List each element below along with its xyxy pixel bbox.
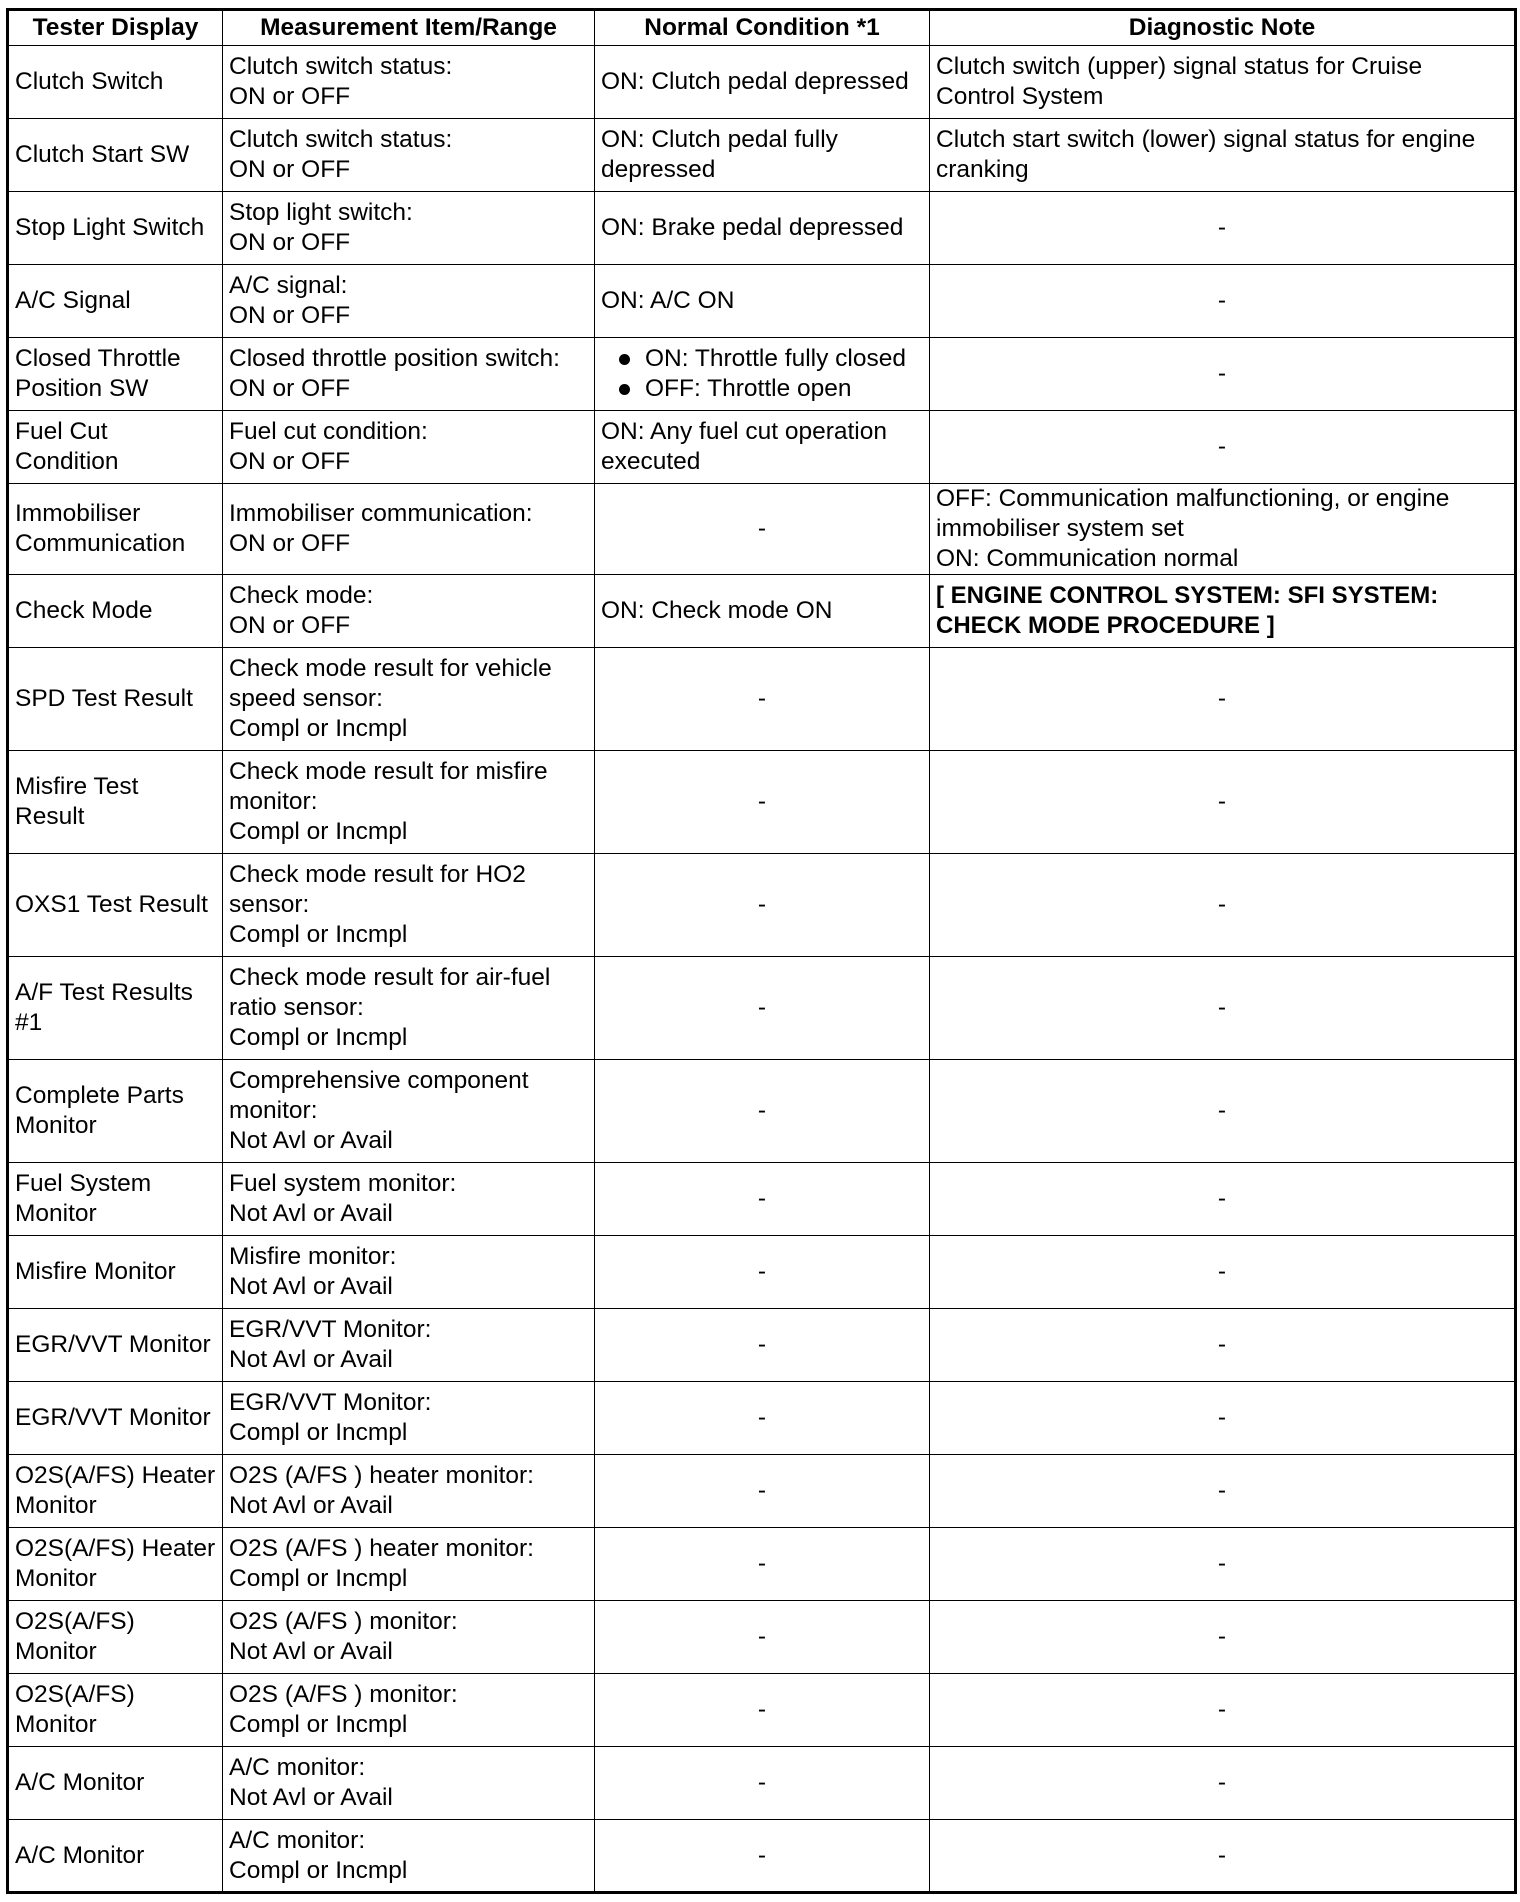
cell-measurement-item	[223, 1163, 595, 1236]
cell-line: Not Avl or Avail	[229, 1638, 393, 1665]
table-row	[8, 265, 1516, 338]
cell-tester-display	[8, 265, 223, 338]
cell-line: Clutch switch status:	[229, 126, 453, 153]
cell-measurement-item	[223, 1601, 595, 1674]
table-row	[8, 648, 1516, 751]
cell-line: Stop Light Switch	[15, 214, 205, 241]
cell-line: ratio sensor:	[229, 994, 364, 1021]
cell-line: -	[1217, 891, 1227, 918]
cell-line: Compl or Incmpl	[229, 1024, 408, 1051]
cell-line: Misfire Monitor	[15, 1258, 176, 1285]
cell-tester-display	[8, 575, 223, 648]
cell-line: immobiliser system set	[936, 515, 1184, 542]
cell-line: cranking	[936, 156, 1029, 183]
cell-line: O2S(A/FS) Heater	[15, 1535, 216, 1562]
cell-line: ON: Check mode ON	[601, 597, 833, 624]
cell-line: [ ENGINE CONTROL SYSTEM: SFI SYSTEM:	[936, 582, 1439, 609]
cell-line: executed	[601, 448, 701, 475]
header-normal-condition: Normal Condition *1	[595, 10, 930, 46]
cell-tester-display	[8, 854, 223, 957]
cell-line: ON or OFF	[229, 83, 351, 110]
cell-line: Immobiliser	[15, 500, 141, 527]
cell-line: ON: Communication normal	[936, 545, 1239, 572]
cell-line: ON or OFF	[229, 302, 351, 329]
cell-line: Not Avl or Avail	[229, 1492, 393, 1519]
cell-line: Compl or Incmpl	[229, 1711, 408, 1738]
cell-diagnostic-note	[930, 1601, 1516, 1674]
cell-line: A/F Test Results	[15, 979, 193, 1006]
cell-line: EGR/VVT Monitor:	[229, 1389, 432, 1416]
cell-line: A/C monitor:	[229, 1826, 366, 1854]
cell-line: Check Mode	[15, 597, 153, 624]
cell-line: O2S(A/FS) Heater	[15, 1462, 216, 1489]
cell-line: speed sensor:	[229, 685, 383, 712]
cell-normal-condition	[595, 192, 930, 265]
cell-diagnostic-note	[930, 1382, 1516, 1455]
cell-line: Check mode result for HO2	[229, 861, 526, 888]
cell-measurement-item	[223, 648, 595, 751]
table-row	[8, 854, 1516, 957]
cell-line: Monitor	[15, 1112, 97, 1139]
cell-line: -	[757, 891, 767, 918]
cell-normal-condition	[595, 957, 930, 1060]
table-row	[8, 1601, 1516, 1674]
cell-line: Closed throttle position switch:	[229, 345, 560, 372]
cell-line: ON: Throttle fully closed	[645, 345, 906, 372]
table-row	[8, 484, 1516, 575]
cell-line: -	[1217, 214, 1227, 241]
cell-line: Misfire Test	[15, 773, 139, 800]
cell-measurement-item	[223, 751, 595, 854]
cell-tester-display	[8, 1060, 223, 1163]
table-row	[8, 751, 1516, 854]
cell-normal-condition	[595, 119, 930, 192]
cell-line: A/C monitor:	[229, 1754, 366, 1781]
cell-line: OFF: Communication malfunctioning, or engine	[936, 485, 1450, 512]
cell-measurement-item	[223, 1674, 595, 1747]
cell-line: Immobiliser communication:	[229, 500, 533, 527]
cell-line: A/C Monitor	[15, 1769, 145, 1796]
cell-normal-condition	[595, 1309, 930, 1382]
cell-normal-condition	[595, 338, 930, 411]
table-body	[8, 46, 1516, 1893]
cell-line: Fuel Cut	[15, 418, 108, 445]
cell-normal-condition	[595, 854, 930, 957]
cell-diagnostic-note	[930, 46, 1516, 119]
cell-line: ON or OFF	[229, 156, 351, 183]
table-row	[8, 1455, 1516, 1528]
cell-line: Not Avl or Avail	[229, 1200, 393, 1227]
cell-tester-display	[8, 1236, 223, 1309]
cell-diagnostic-note	[930, 575, 1516, 648]
cell-line: Position SW	[15, 375, 149, 402]
cell-diagnostic-note	[930, 1674, 1516, 1747]
cell-line: Monitor	[15, 1565, 97, 1592]
cell-line: -	[757, 994, 767, 1021]
table-row	[8, 411, 1516, 484]
cell-tester-display	[8, 484, 223, 575]
cell-line: ON: A/C ON	[601, 287, 735, 314]
data-list-table	[6, 8, 1517, 1894]
cell-normal-condition	[595, 484, 930, 575]
cell-diagnostic-note	[930, 1528, 1516, 1601]
cell-measurement-item	[223, 192, 595, 265]
cell-line: Complete Parts	[15, 1082, 184, 1109]
cell-line: -	[757, 1623, 767, 1650]
cell-line: Comprehensive component	[229, 1067, 529, 1094]
cell-measurement-item	[223, 46, 595, 119]
cell-normal-condition	[595, 1747, 930, 1820]
cell-line: Stop light switch:	[229, 199, 413, 226]
cell-line: Not Avl or Avail	[229, 1784, 393, 1811]
cell-line: -	[757, 1258, 767, 1285]
cell-normal-condition	[595, 1674, 930, 1747]
cell-tester-display	[8, 1528, 223, 1601]
cell-line: -	[757, 515, 767, 542]
cell-normal-condition	[595, 1382, 930, 1455]
cell-line: -	[757, 1769, 767, 1796]
cell-line: -	[1217, 1097, 1227, 1124]
cell-line: A/C signal:	[229, 272, 348, 299]
table-row	[8, 1528, 1516, 1601]
cell-line: -	[1217, 287, 1227, 314]
cell-measurement-item	[223, 484, 595, 575]
cell-measurement-item	[223, 1747, 595, 1820]
cell-tester-display	[8, 1455, 223, 1528]
cell-normal-condition	[595, 411, 930, 484]
cell-line: Closed Throttle	[15, 345, 181, 372]
cell-line: O2S (A/FS ) monitor:	[229, 1681, 458, 1708]
cell-tester-display	[8, 1382, 223, 1455]
cell-line: -	[1217, 1623, 1227, 1650]
cell-line: ON: Brake pedal depressed	[601, 214, 904, 241]
cell-line: -	[1217, 360, 1227, 387]
cell-diagnostic-note	[930, 1747, 1516, 1820]
cell-line: ON or OFF	[229, 612, 351, 639]
cell-line: -	[1217, 1258, 1227, 1285]
table-row	[8, 957, 1516, 1060]
cell-line: -	[1217, 1185, 1227, 1212]
cell-measurement-item	[223, 265, 595, 338]
cell-line: O2S(A/FS)	[15, 1681, 135, 1708]
cell-measurement-item	[223, 411, 595, 484]
cell-normal-condition	[595, 575, 930, 648]
cell-line: Compl or Incmpl	[229, 921, 408, 948]
cell-line: Compl or Incmpl	[229, 1565, 408, 1592]
cell-line: -	[757, 1841, 767, 1869]
header-row	[8, 10, 1516, 46]
cell-line: Check mode result for misfire	[229, 758, 548, 785]
cell-line: monitor:	[229, 1097, 318, 1124]
cell-tester-display	[8, 119, 223, 192]
cell-line: -	[1217, 994, 1227, 1021]
bullet-icon	[619, 354, 630, 365]
cell-line: Not Avl or Avail	[229, 1127, 393, 1154]
cell-line: O2S (A/FS ) heater monitor:	[229, 1462, 534, 1489]
cell-line: Result	[15, 803, 85, 830]
cell-normal-condition	[595, 265, 930, 338]
cell-line: -	[1217, 433, 1227, 460]
cell-measurement-item	[223, 1820, 595, 1893]
cell-line: -	[757, 1097, 767, 1124]
cell-line: Misfire monitor:	[229, 1243, 397, 1270]
cell-line: Monitor	[15, 1492, 97, 1519]
cell-diagnostic-note	[930, 1236, 1516, 1309]
cell-tester-display	[8, 411, 223, 484]
cell-line: EGR/VVT Monitor:	[229, 1316, 432, 1343]
cell-measurement-item	[223, 338, 595, 411]
table-row	[8, 1060, 1516, 1163]
cell-line: SPD Test Result	[15, 685, 193, 712]
cell-normal-condition	[595, 1528, 930, 1601]
cell-measurement-item	[223, 1528, 595, 1601]
cell-normal-condition	[595, 1455, 930, 1528]
cell-line: Check mode:	[229, 582, 374, 609]
cell-line: Communication	[15, 530, 186, 557]
cell-measurement-item	[223, 1455, 595, 1528]
cell-diagnostic-note	[930, 411, 1516, 484]
cell-line: sensor:	[229, 891, 310, 918]
cell-line: O2S (A/FS ) heater monitor:	[229, 1535, 534, 1562]
cell-diagnostic-note	[930, 1060, 1516, 1163]
cell-line: -	[1217, 1550, 1227, 1577]
cell-line: O2S(A/FS)	[15, 1608, 135, 1635]
cell-normal-condition	[595, 1820, 930, 1893]
cell-normal-condition	[595, 1060, 930, 1163]
table-row	[8, 575, 1516, 648]
cell-diagnostic-note	[930, 119, 1516, 192]
cell-line: CHECK MODE PROCEDURE ]	[936, 612, 1275, 639]
cell-line: Control System	[936, 83, 1104, 110]
header-diagnostic-note: Diagnostic Note	[930, 10, 1516, 46]
list-item	[601, 344, 923, 374]
cell-measurement-item	[223, 575, 595, 648]
cell-line: #1	[15, 1009, 43, 1036]
cell-line: Compl or Incmpl	[229, 1419, 408, 1446]
cell-tester-display	[8, 1163, 223, 1236]
cell-line: Clutch Switch	[15, 68, 164, 95]
table-row	[8, 1163, 1516, 1236]
cell-line: -	[757, 1185, 767, 1212]
cell-line: -	[757, 1404, 767, 1431]
cell-line: Fuel System	[15, 1170, 152, 1197]
cell-line: Clutch switch (upper) signal status for Cruise	[936, 53, 1423, 80]
table-row	[8, 1820, 1516, 1893]
cell-normal-condition	[595, 46, 930, 119]
cell-diagnostic-note	[930, 338, 1516, 411]
cell-line: -	[1217, 788, 1227, 815]
cell-normal-condition	[595, 1163, 930, 1236]
cell-line: Monitor	[15, 1711, 97, 1738]
bullet-icon	[619, 384, 630, 395]
cell-diagnostic-note	[930, 751, 1516, 854]
cell-measurement-item	[223, 957, 595, 1060]
cell-tester-display	[8, 648, 223, 751]
cell-tester-display	[8, 1309, 223, 1382]
cell-tester-display	[8, 192, 223, 265]
table-row	[8, 46, 1516, 119]
table-row	[8, 338, 1516, 411]
table-row	[8, 1236, 1516, 1309]
cell-line: -	[757, 1477, 767, 1504]
cell-line: O2S (A/FS ) monitor:	[229, 1608, 458, 1635]
cell-line: -	[757, 788, 767, 815]
cell-line: -	[1217, 1696, 1227, 1723]
cell-line: -	[757, 1331, 767, 1358]
cell-line: -	[1217, 1404, 1227, 1431]
cell-diagnostic-note	[930, 854, 1516, 957]
cell-line: Clutch Start SW	[15, 141, 190, 168]
cell-line: -	[1217, 1477, 1227, 1504]
cell-line: ON or OFF	[229, 530, 351, 557]
cell-normal-condition	[595, 648, 930, 751]
header-measurement-item: Measurement Item/Range	[223, 10, 595, 46]
cell-diagnostic-note	[930, 1309, 1516, 1382]
cell-line: ON: Any fuel cut operation	[601, 418, 887, 445]
cell-line: EGR/VVT Monitor	[15, 1404, 211, 1431]
cell-tester-display	[8, 1747, 223, 1820]
cell-tester-display	[8, 46, 223, 119]
table-row	[8, 1747, 1516, 1820]
cell-measurement-item	[223, 1060, 595, 1163]
cell-measurement-item	[223, 1309, 595, 1382]
cell-diagnostic-note	[930, 1455, 1516, 1528]
cell-line: EGR/VVT Monitor	[15, 1331, 211, 1358]
cell-diagnostic-note	[930, 1820, 1516, 1893]
cell-tester-display	[8, 338, 223, 411]
cell-line: Condition	[15, 448, 119, 475]
cell-line: -	[757, 1550, 767, 1577]
cell-line: A/C Monitor	[15, 1841, 145, 1869]
bullet-list	[601, 344, 923, 404]
cell-line: -	[1217, 1331, 1227, 1358]
cell-line: ON or OFF	[229, 375, 351, 402]
cell-diagnostic-note	[930, 192, 1516, 265]
cell-diagnostic-note	[930, 265, 1516, 338]
cell-line: -	[1217, 1841, 1227, 1869]
cell-line: Monitor	[15, 1638, 97, 1665]
table-row	[8, 1674, 1516, 1747]
cell-diagnostic-note	[930, 648, 1516, 751]
cell-measurement-item	[223, 854, 595, 957]
cell-normal-condition	[595, 1601, 930, 1674]
cell-line: ON: Clutch pedal depressed	[601, 68, 909, 95]
cell-line: Check mode result for air-fuel	[229, 964, 551, 991]
cell-line: monitor:	[229, 788, 318, 815]
cell-measurement-item	[223, 1236, 595, 1309]
list-item	[601, 374, 923, 404]
table-row	[8, 192, 1516, 265]
cell-line: Compl or Incmpl	[229, 1856, 408, 1884]
cell-line: depressed	[601, 156, 716, 183]
cell-line: Clutch start switch (lower) signal status for engine	[936, 126, 1476, 153]
cell-line: -	[757, 1696, 767, 1723]
cell-line: Monitor	[15, 1200, 97, 1227]
cell-normal-condition	[595, 751, 930, 854]
cell-diagnostic-note	[930, 484, 1516, 575]
cell-diagnostic-note	[930, 957, 1516, 1060]
cell-diagnostic-note	[930, 1163, 1516, 1236]
cell-line: OFF: Throttle open	[645, 375, 852, 402]
cell-tester-display	[8, 1820, 223, 1893]
cell-line: A/C Signal	[15, 287, 131, 314]
header-tester-display: Tester Display	[8, 10, 223, 46]
cell-line: Fuel cut condition:	[229, 418, 428, 445]
cell-line: -	[757, 685, 767, 712]
cell-tester-display	[8, 1601, 223, 1674]
cell-line: -	[1217, 685, 1227, 712]
cell-line: Not Avl or Avail	[229, 1273, 393, 1300]
cell-tester-display	[8, 751, 223, 854]
cell-line: Check mode result for vehicle	[229, 655, 552, 682]
cell-measurement-item	[223, 1382, 595, 1455]
cell-line: Not Avl or Avail	[229, 1346, 393, 1373]
table-row	[8, 1382, 1516, 1455]
cell-line: Compl or Incmpl	[229, 818, 408, 845]
cell-normal-condition	[595, 1236, 930, 1309]
cell-measurement-item	[223, 119, 595, 192]
cell-line: Clutch switch status:	[229, 53, 453, 80]
cell-line: ON or OFF	[229, 229, 351, 256]
cell-line: -	[1217, 1769, 1227, 1796]
cell-line: ON: Clutch pedal fully	[601, 126, 838, 153]
cell-line: Fuel system monitor:	[229, 1170, 457, 1197]
cell-line: Compl or Incmpl	[229, 715, 408, 742]
cell-line: ON or OFF	[229, 448, 351, 475]
cell-line: OXS1 Test Result	[15, 891, 208, 918]
cell-tester-display	[8, 1674, 223, 1747]
table-row	[8, 1309, 1516, 1382]
cell-tester-display	[8, 957, 223, 1060]
table-row	[8, 119, 1516, 192]
